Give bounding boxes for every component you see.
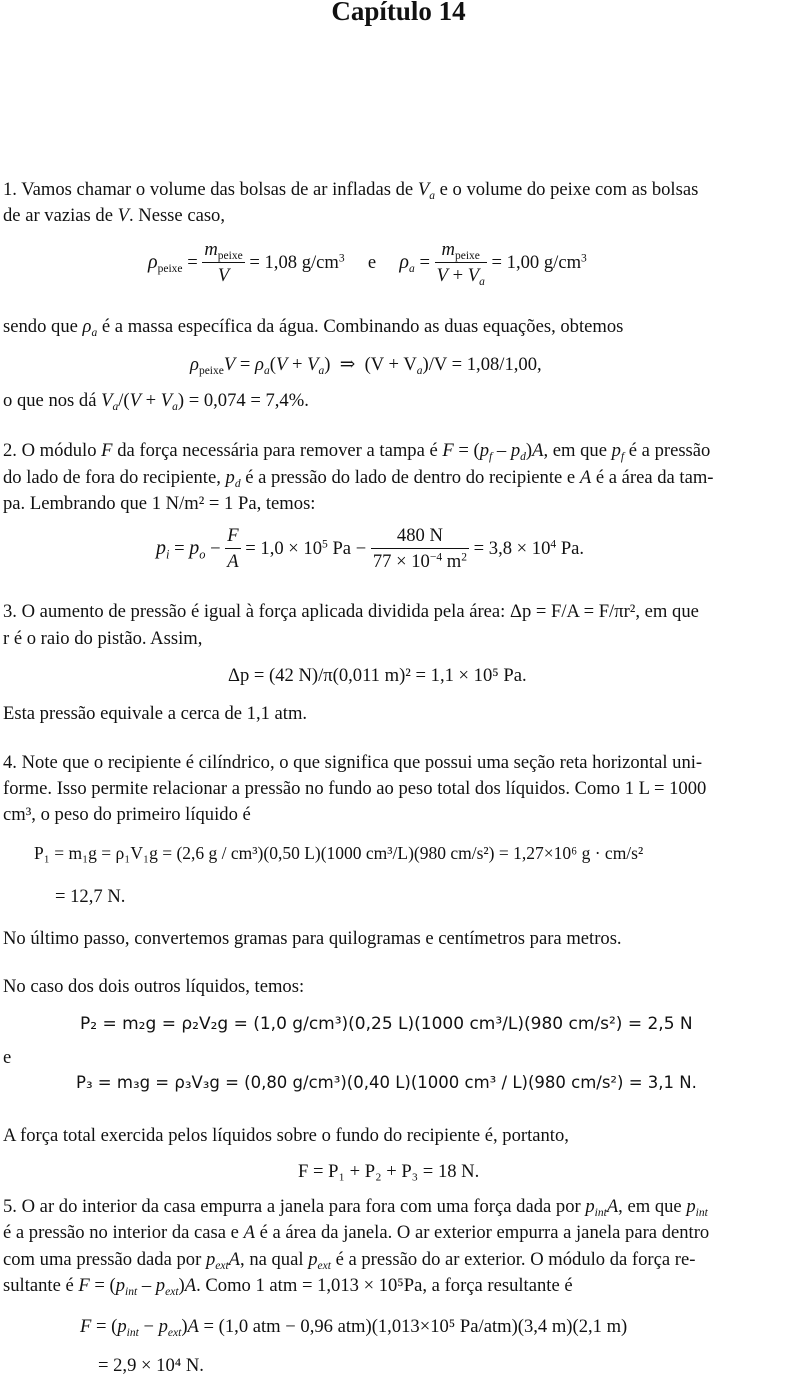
text: . Como 1 atm = 1,013 × 10⁵Pa, a força resultante é: [196, 1275, 573, 1296]
problem-2-line-2: do lado de fora do recipiente, $p_d$ é a pressão do lado de dentro do recipiente e A é a área da tam-: [3, 467, 714, 491]
pressure-equation: $p_i = p_o$ − $\frac{F}{A}$ = $1,0 \times 10^5$ Pa − $\frac{480 N}{77 \times 10^{-4} m^2}$ = $3,8 \times 10^4$ Pa.: [156, 524, 584, 575]
text: Note que o recipiente é cilíndrico, o que significa que possui uma seção reta horizontal uni-: [21, 752, 703, 773]
conjunction: e: [3, 1047, 12, 1068]
density-fish-value: = 1,08 g/cm: [249, 251, 339, 273]
text: em que: [627, 1196, 682, 1217]
text: Vamos chamar o volume das bolsas de ar infladas de: [21, 179, 414, 200]
fraction: $\frac{F}{A}$: [225, 524, 240, 575]
unit: m: [446, 551, 462, 572]
equation-part: (V + V: [364, 354, 417, 375]
problem-number: 5.: [3, 1196, 17, 1217]
text: O ar do interior da casa empurra a janela para fora com uma força dada por: [21, 1196, 581, 1217]
numerator: 480 N: [396, 525, 443, 546]
problem-5-line-3: com uma pressão dada por $p_{ext}A$, na qual $p_{ext}$ é a pressão do ar exterior. O módulo da força re-: [3, 1249, 696, 1273]
weight-1-result: = 12,7 N.: [55, 886, 126, 907]
problem-3-line-2: r é o raio do pistão. Assim,: [3, 628, 203, 649]
subscript: peixe: [454, 250, 480, 263]
text: é a área da tam-: [595, 467, 714, 488]
text: de ar vazias de: [3, 205, 113, 226]
weight-1-equation: P₁ = m₁g = ρ₁V₁g = (2,6 g / cm³)(0,50 L)(1000 cm³/L)(980 cm/s²) = 1,27×10⁶ g · cm/s²: [34, 843, 644, 863]
and-word: e: [367, 251, 377, 273]
problem-1-result: o que nos dá $V_a/(V + V_a) = 0,074 = 7,4\%$.: [3, 390, 309, 414]
resultant-force-result: = 2,9 × 10⁴ N.: [98, 1355, 204, 1376]
fraction: $\frac{m_{peixe}}{V}$: [202, 238, 244, 289]
chapter-title: Capítulo 14: [331, 0, 466, 26]
text: ) = 0,074 = 7,4%.: [177, 390, 309, 411]
fraction: $\frac{m_{peixe}}{V + V_a}$: [436, 239, 485, 289]
problem-2-line-3: pa. Lembrando que 1 N/m² = 1 Pa, temos:: [3, 493, 316, 514]
combined-equation: $\rho_{peixe}V = \rho_a(V + V_a)$ ⇒ $(V + V_a)/V = 1,08/1,00$,: [190, 354, 542, 378]
problem-number: 3.: [3, 601, 17, 622]
density-water-value: = 1,00 g/cm: [491, 251, 582, 273]
problem-number: 1.: [3, 179, 17, 200]
text: O aumento de pressão é igual à força aplicada dividida pela área: Δp = F/A = F/πr², em que: [21, 601, 699, 622]
text: do lado de fora do recipiente,: [3, 467, 221, 488]
problem-5-line-4: sultante é $F = (p_{int} - p_{ext})A$. Como 1 atm = 1,013 × 10⁵Pa, a força resultante é: [3, 1275, 573, 1299]
text: é a área da janela. O ar exterior empurra a janela para dentro: [259, 1222, 710, 1243]
text: é a pressão do ar exterior. O módulo da força re-: [335, 1249, 696, 1270]
subscript: peixe: [157, 262, 183, 275]
problem-2-line-1: 2. O módulo F da força necessária para remover a tampa é $F = (p_f - p_d)A$, em que $p_f$ é a pressão: [3, 440, 711, 464]
equation-part: = 1,0 × 10: [245, 537, 323, 559]
weight-3-equation: P₃ = m₃g = ρ₃V₃g = (0,80 g/cm³)(0,40 L)(1000 cm³ / L)(980 cm/s²) = 3,1 N.: [76, 1073, 697, 1092]
problem-4-line-3: cm³, o peso do primeiro líquido é: [3, 804, 251, 825]
denominator: 77 × 10: [372, 551, 430, 572]
problem-5-line-1: 5. O ar do interior da casa empurra a janela para fora com uma força dada por $p_{int}A$, em que $p_{int}$: [3, 1196, 708, 1220]
equation-part: Pa.: [560, 537, 585, 559]
problem-4-note: No último passo, convertemos gramas para quilogramas e centímetros para metros.: [3, 928, 622, 949]
problem-4-line-1: [3, 749, 702, 776]
text: da força necessária para remover a tampa é: [117, 440, 438, 461]
text: é a pressão: [628, 440, 711, 461]
equation-part: )/V = 1,08/1,00,: [422, 354, 542, 375]
text: , na qual: [240, 1249, 304, 1270]
problem-1-line-3: sendo que $\rho_a$ é a massa específica da água. Combinando as duas equações, obtemos: [3, 316, 624, 340]
problem-3-conclusion: Esta pressão equivale a cerca de 1,1 atm.: [3, 703, 308, 724]
problem-number: 2.: [3, 440, 17, 461]
equation-part: = 3,8 × 10: [473, 537, 551, 559]
text: e o volume do peixe com as bolsas: [439, 179, 699, 200]
fraction: $\frac{480 N}{77 \times 10^{-4} m^2}$: [371, 524, 469, 575]
problem-4-line-2: forme. Isso permite relacionar a pressão no fundo ao peso total dos líquidos. Como 1 L = 1000: [3, 778, 707, 799]
text: o que nos dá: [3, 390, 97, 411]
density-equations: $\rho_{peixe}$ = $\frac{m_{peixe}}{V}$ = 1,08 $g/cm^3$ e $\rho_a$ = $\frac{m_{peixe}}{V + V_a}$ = 1,00 $g/cm^3$: [148, 239, 587, 289]
equation-part: = (1,0 atm − 0,96 atm)(1,013×10⁵ Pa/atm)(3,4 m)(2,1 m): [203, 1316, 628, 1337]
text: sultante é: [3, 1275, 74, 1296]
problem-3-line-1: [3, 598, 699, 625]
pressure-increase-equation: Δp = (42 N)/π(0,011 m)² = 1,1 × 10⁵ Pa.: [228, 665, 527, 686]
problem-1-line-1: 1. Vamos chamar o volume das bolsas de ar infladas de $V_a$ e o volume do peixe com as bolsas: [3, 179, 699, 203]
text: sendo que: [3, 316, 78, 337]
total-force-equation: F = P₁ + P₂ + P₃ = 18 N.: [298, 1161, 480, 1182]
problem-number: 4.: [3, 752, 17, 773]
resultant-force-equation: $F = (p_{int} - p_{ext})A = (1,0$ atm − 0,96 atm)(1,013×10⁵ Pa/atm)(3,4 m)(2,1 m): [80, 1316, 628, 1340]
problem-1-line-2: de ar vazias de V. Nesse caso,: [3, 205, 226, 226]
problem-5-line-2: é a pressão no interior da casa e A é a área da janela. O ar exterior empurra a janela para dentro: [3, 1222, 710, 1243]
text: é a massa específica da água. Combinando as duas equações, obtemos: [101, 316, 624, 337]
text: é a pressão no interior da casa e: [3, 1222, 239, 1243]
text: é a pressão do lado de dentro do recipiente e: [245, 467, 576, 488]
text: em que: [552, 440, 607, 461]
text: . Nesse caso,: [128, 205, 226, 226]
weight-2-equation: P₂ = m₂g = ρ₂V₂g = (1,0 g/cm³)(0,25 L)(1000 cm³/L)(980 cm/s²) = 2,5 N: [80, 1014, 693, 1034]
equation-part: Pa −: [332, 537, 367, 559]
problem-4-total: A força total exercida pelos líquidos sobre o fundo do recipiente é, portanto,: [3, 1125, 569, 1146]
text: com uma pressão dada por: [3, 1249, 202, 1270]
subscript: peixe: [217, 250, 243, 263]
text: O módulo: [21, 440, 97, 461]
problem-4-others: No caso dos dois outros líquidos, temos:: [3, 976, 305, 997]
